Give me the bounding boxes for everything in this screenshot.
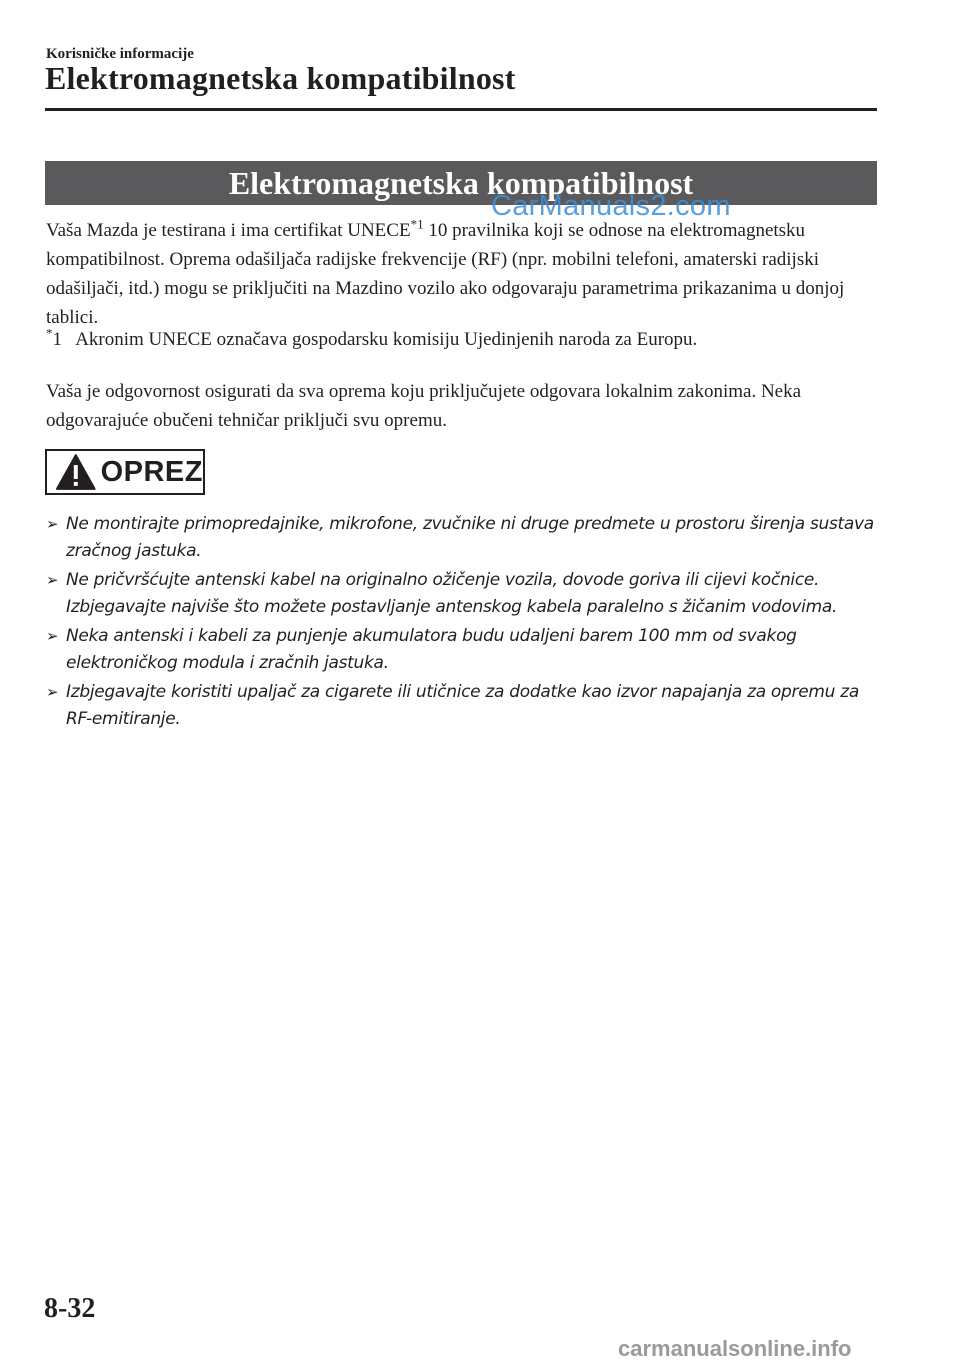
intro-text-end: 10 pravilnika koji se odnose na elektromagnetsku kompatibilnost. Oprema odašiljača radijske frekvencije (RF) (npr. mobilni telefoni, amaterski radijski odašiljači, itd.) mogu se priključiti na Mazdino vozilo ako odgovaraju parametrima prikazanima u donjoj tablici.: [46, 220, 845, 328]
caution-item-text: Ne montirajte primopredajnike, mikrofone, zvučnike ni druge predmete u prostoru širenja sustava zračnog jastuka.: [66, 514, 874, 561]
chapter-title: Elektromagnetska kompatibilnost: [45, 60, 516, 96]
responsibility-paragraph: Vaša je odgovornost osigurati da sva oprema koju priključujete odgovara lokalnim zakonima. Neka odgovarajuće obučeni tehničar priključi svu opremu.: [46, 381, 802, 431]
footnote: [46, 325, 876, 354]
page-number: 8-32: [44, 1293, 96, 1324]
caution-item: [46, 623, 886, 677]
section-label: Korisničke informacije: [46, 46, 194, 62]
footnote-mark: *: [46, 325, 53, 341]
arrow-bullet-icon: ➢: [46, 627, 59, 645]
caution-item: [46, 567, 886, 621]
caution-header: [45, 449, 205, 495]
caution-item-text: Izbjegavajte koristiti upaljač za cigarete ili utičnice za dodatke kao izvor napajanja za opremu za RF-emitiranje.: [66, 682, 859, 729]
caution-item: [46, 679, 886, 733]
arrow-bullet-icon: ➢: [46, 683, 59, 701]
warning-triangle-icon: [55, 452, 97, 492]
caution-list: [46, 511, 886, 735]
caution-item-text: Neka antenski i kabeli za punjenje akumulatora budu udaljeni barem 100 mm od svakog elektroničkog modula i zračnih jastuka.: [66, 626, 797, 673]
caution-label: OPREZ: [100, 455, 203, 488]
intro-paragraph: [46, 216, 876, 332]
arrow-bullet-icon: ➢: [46, 571, 59, 589]
footnote-ref: *1: [410, 216, 424, 232]
intro-text-start: Vaša Mazda je testirana i ima certifikat UNECE: [46, 220, 411, 241]
caution-item: [46, 511, 886, 565]
watermark-top: CarManuals2.com: [491, 190, 731, 222]
watermark-bottom: carmanualsonline.info: [618, 1336, 852, 1361]
header-rule: [45, 108, 877, 111]
section-banner: Elektromagnetska kompatibilnost: [45, 161, 877, 205]
caution-item-text: Ne pričvršćujte antenski kabel na originalno ožičenje vozila, dovode goriva ili cijevi kočnice. Izbjegavajte najviše što možete postavljanje antenskog kabela paralelno s žičanim vodovima.: [66, 570, 838, 617]
arrow-bullet-icon: ➢: [46, 515, 59, 533]
footnote-text: 1 Akronim UNECE označava gospodarsku komisiju Ujedinjenih naroda za Europu.: [52, 329, 698, 350]
